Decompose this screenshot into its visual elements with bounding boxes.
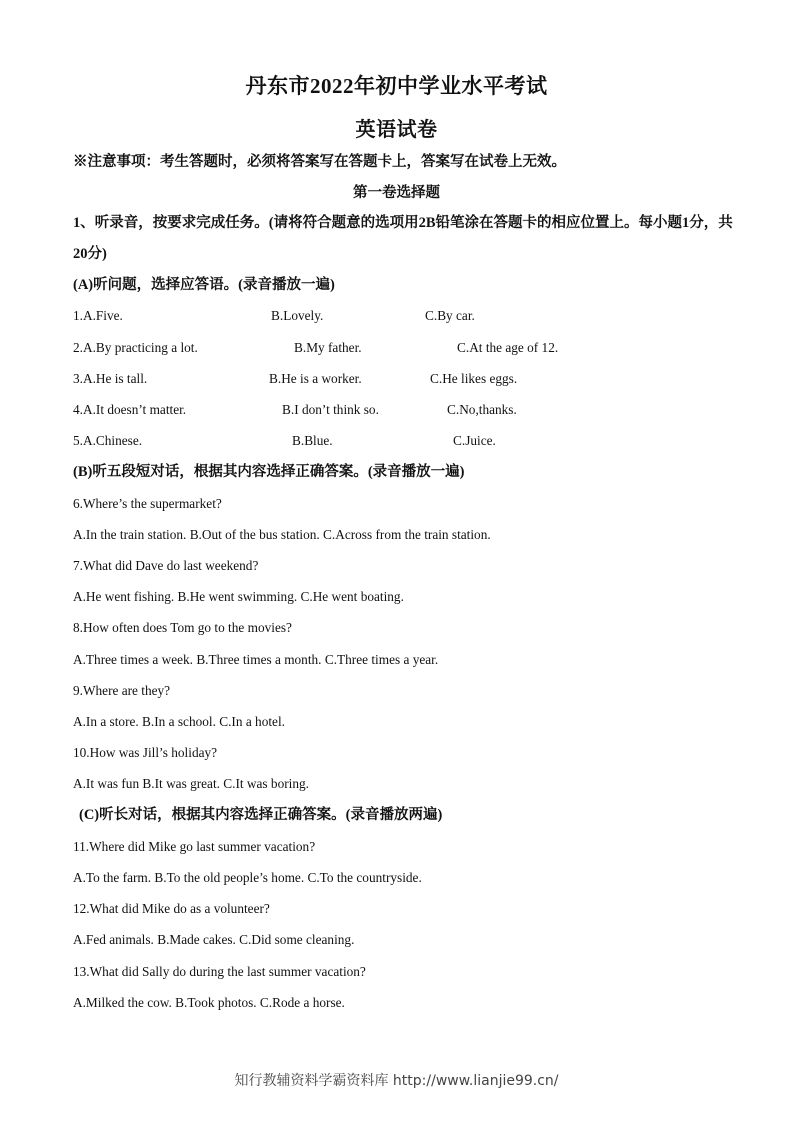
q9-options: A.In a store. B.In a school. C.In a hotel.	[73, 714, 285, 729]
q5-option-a: 5.A.Chinese.	[73, 433, 143, 448]
q12-options: A.Fed animals. B.Made cakes. C.Did some cleaning.	[73, 932, 355, 947]
section-title: 第一卷选择题	[353, 185, 440, 201]
q6-options: A.In the train station. B.Out of the bus station. C.Across from the train station.	[73, 527, 491, 542]
q3-option-b: B.He is a worker.	[269, 371, 362, 386]
q10-options: A.It was fun B.It was great. C.It was boring.	[73, 776, 309, 791]
q11-options: A.To the farm. B.To the old people’s home. C.To the countryside.	[73, 870, 422, 885]
q4-option-c: C.No,thanks.	[447, 402, 517, 417]
q8-options: A.Three times a week. B.Three times a month. C.Three times a year.	[73, 652, 439, 667]
q1-instruction: 1、听录音，按要求完成任务。(请将符合题意的选项用2B铅笔涂在答题卡的相应位置上。每小题1分，共20分)	[73, 215, 733, 262]
q7-options: A.He went fishing. B.He went swimming. C.He went boating.	[73, 589, 404, 604]
q9-question: 9.Where are they?	[73, 683, 171, 698]
q4-option-a: 4.A.It doesn’t matter.	[73, 402, 187, 417]
exam-subtitle: 英语试卷	[355, 119, 438, 141]
notice-text: ※注意事项：考生答题时，必须将答案写在答题卡上，答案写在试卷上无效。	[73, 154, 566, 170]
footer-watermark: 知行教辅资料学霸资料库 http://www.lianjie99.cn/	[234, 1073, 559, 1089]
q7-question: 7.What did Dave do last weekend?	[73, 558, 259, 573]
q13-options: A.Milked the cow. B.Took photos. C.Rode a horse.	[73, 995, 345, 1010]
q3-option-a: 3.A.He is tall.	[73, 371, 148, 386]
exam-title: 丹东市2022年初中学业水平考试	[245, 74, 548, 98]
q10-question: 10.How was Jill’s holiday?	[73, 745, 218, 760]
q12-question: 12.What did Mike do as a volunteer?	[73, 901, 270, 916]
q2-option-a: 2.A.By practicing a lot.	[73, 340, 198, 355]
part-a-heading: (A)听问题，选择应答语。(录音播放一遍)	[73, 277, 335, 293]
q4-option-b: B.I don’t think so.	[282, 402, 379, 417]
q2-option-b: B.My father.	[294, 340, 362, 355]
q11-question: 11.Where did Mike go last summer vacation?	[73, 839, 316, 854]
q1-option-c: C.By car.	[425, 308, 475, 323]
q2-option-c: C.At the age of 12.	[457, 340, 559, 355]
q6-question: 6.Where’s the supermarket?	[73, 496, 222, 511]
part-b-heading: (B)听五段短对话，根据其内容选择正确答案。(录音播放一遍)	[73, 464, 465, 480]
q1-option-b: B.Lovely.	[271, 308, 324, 323]
q13-question: 13.What did Sally do during the last summer vacation?	[73, 964, 366, 979]
q5-option-b: B.Blue.	[292, 433, 333, 448]
q1-option-a: 1.A.Five.	[73, 308, 123, 323]
q5-option-c: C.Juice.	[453, 433, 496, 448]
q8-question: 8.How often does Tom go to the movies?	[73, 620, 292, 635]
q3-option-c: C.He likes eggs.	[430, 371, 518, 386]
part-c-heading: (C)听长对话，根据其内容选择正确答案。(录音播放两遍)	[79, 807, 443, 823]
